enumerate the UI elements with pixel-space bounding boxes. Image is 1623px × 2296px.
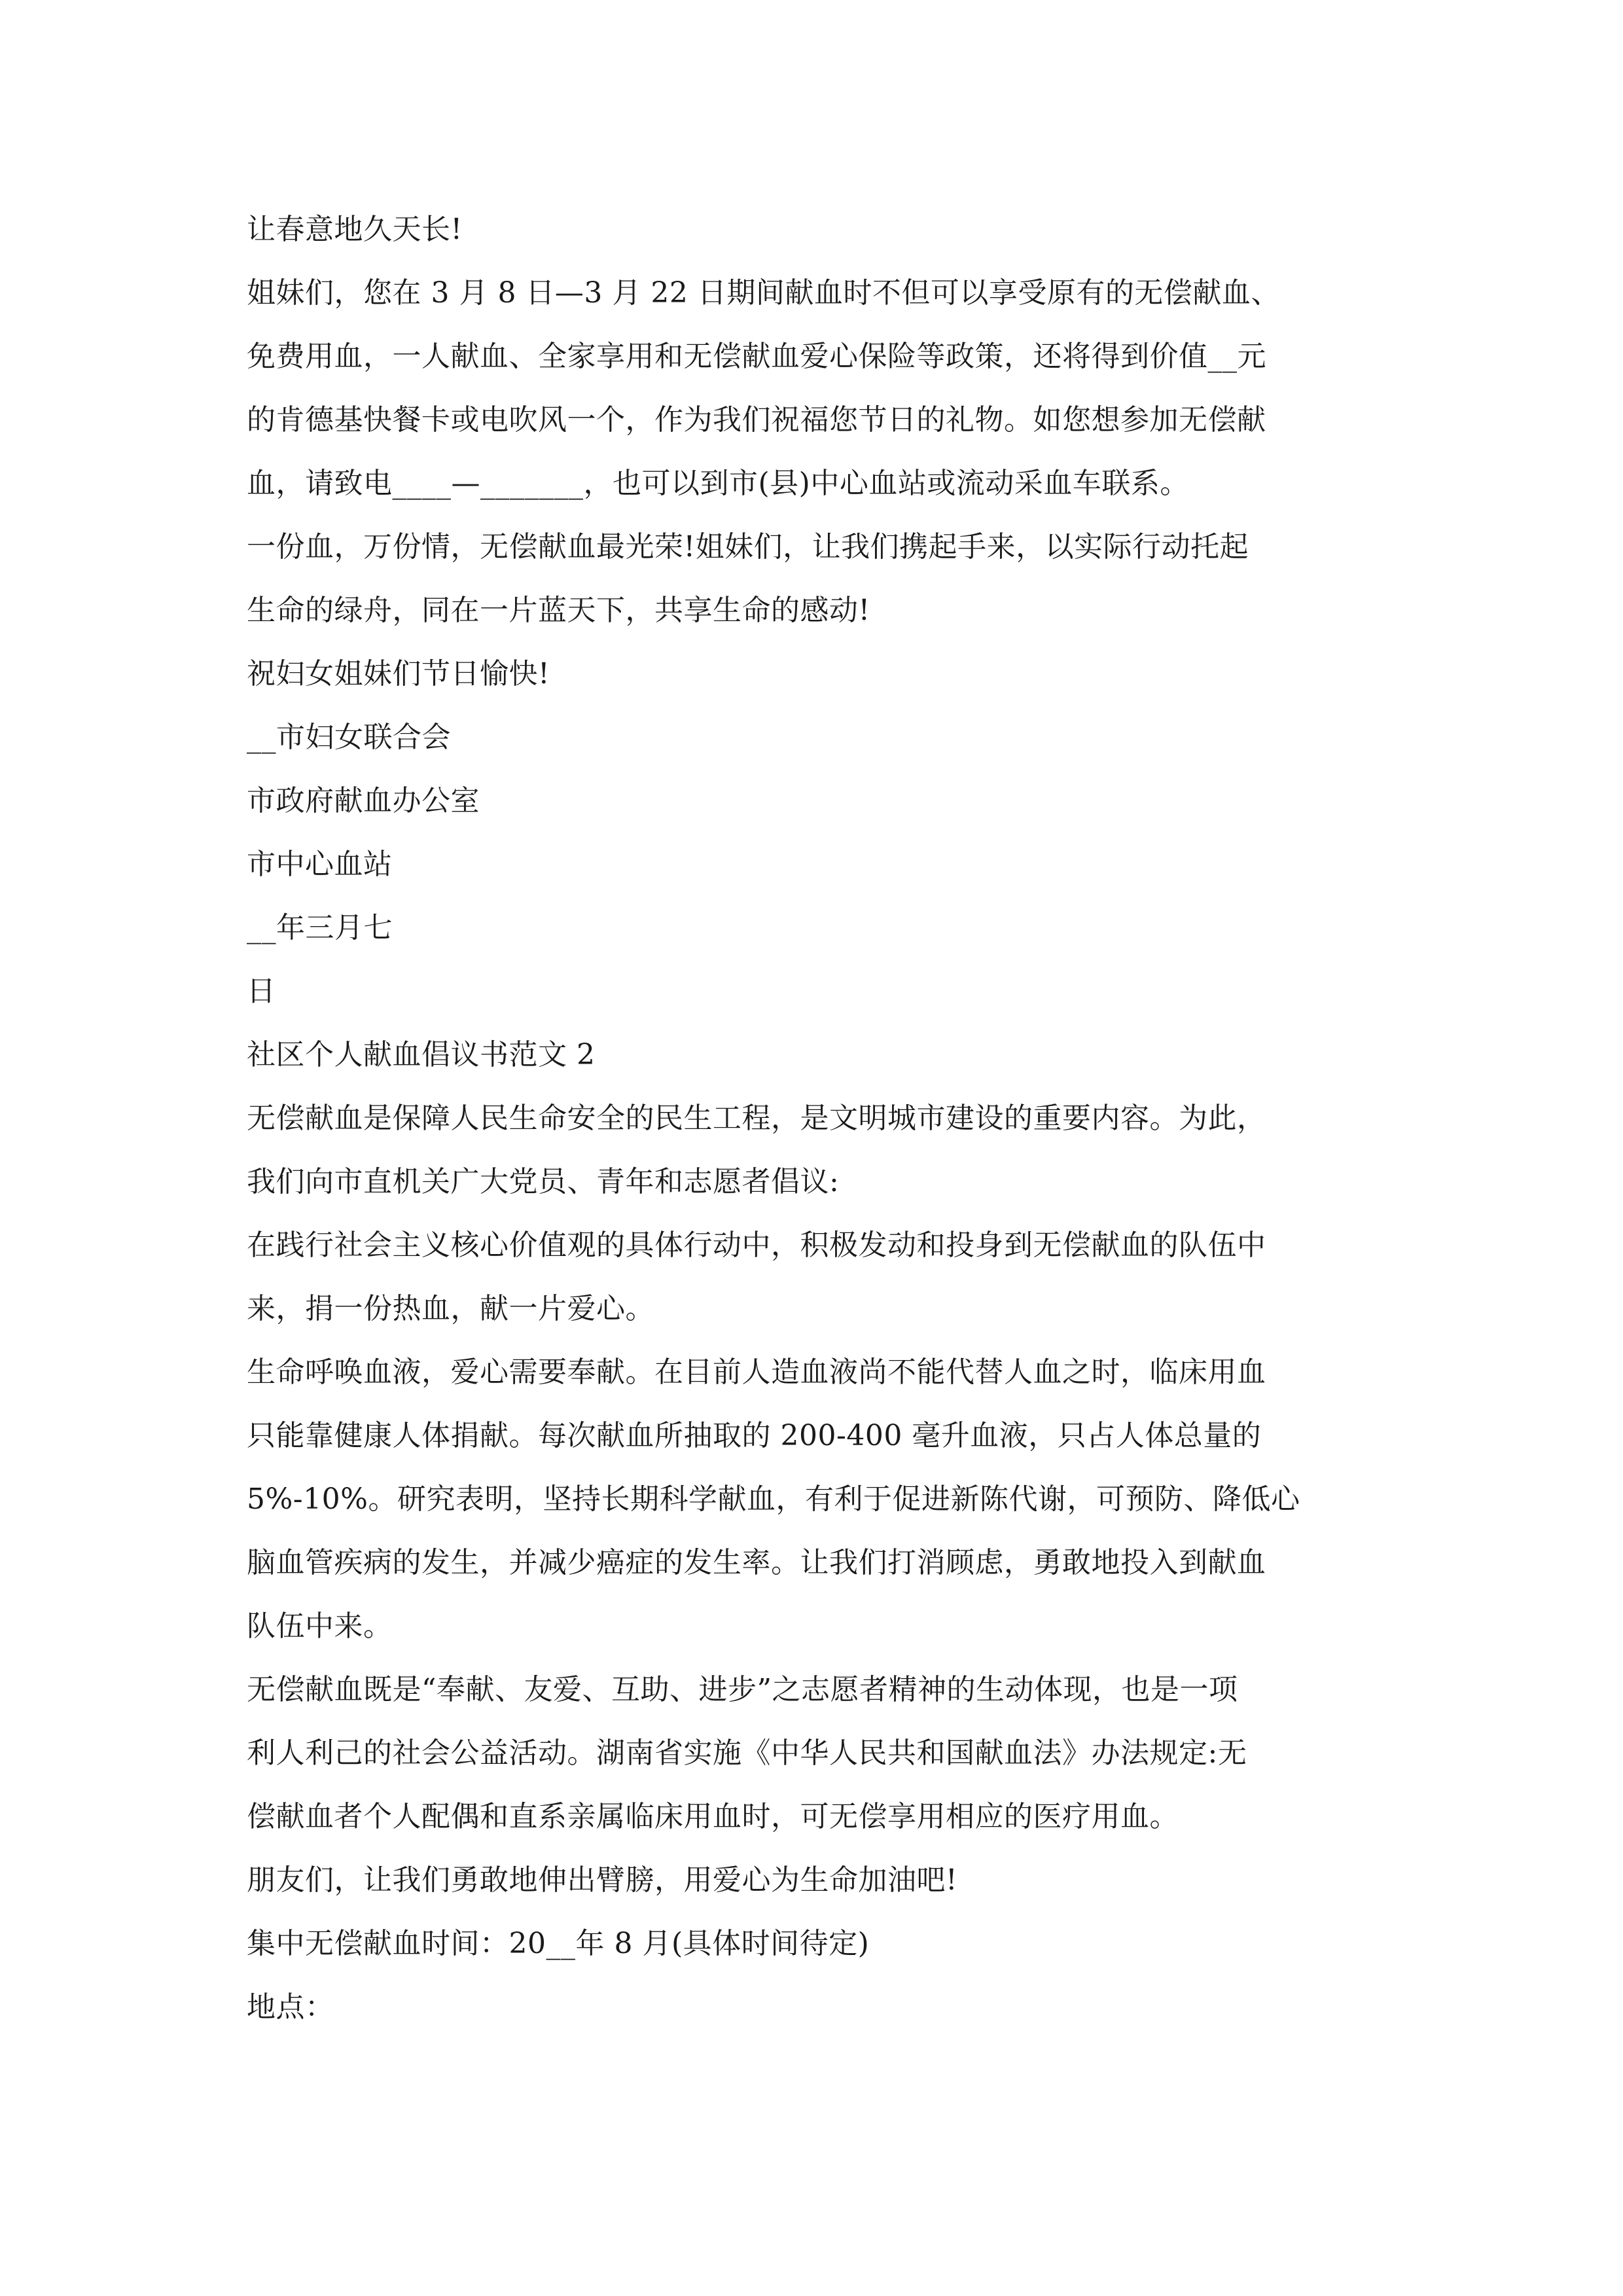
text-line: 队伍中来。 [247,1609,393,1643]
text-line: 血，请致电____—_______，也可以到市(县)中心血站或流动采血车联系。 [247,467,1189,500]
text-line: 朋友们，让我们勇敢地伸出臂膀，用爱心为生命加油吧! [247,1863,958,1897]
text-line: 集中无偿献血时间：20__年 8 月(具体时间待定) [247,1927,870,1960]
signature-line: 市政府献血办公室 [247,784,480,817]
text-line: 生命呼唤血液，爱心需要奉献。在目前人造血液尚不能代替人血之时，临床用血 [247,1355,1266,1389]
text-line: 的肯德基快餐卡或电吹风一个，作为我们祝福您节日的礼物。如您想参加无偿献 [247,403,1266,437]
text-line: 偿献血者个人配偶和直系亲属临床用血时，可无偿享用相应的医疗用血。 [247,1800,1179,1833]
text-line: 祝妇女姐妹们节日愉快! [247,657,550,691]
text-line: 我们向市直机关广大党员、青年和志愿者倡议: [247,1165,840,1198]
text-line: 脑血管疾病的发生，并减少癌症的发生率。让我们打消顾虑，勇敢地投入到献血 [247,1546,1266,1579]
text-line: 生命的绿舟，同在一片蓝天下，共享生命的感动! [247,594,870,627]
text-line: 利人利己的社会公益活动。湖南省实施《中华人民共和国献血法》办法规定:无 [247,1736,1247,1770]
text-line: 5%-10%。研究表明，坚持长期科学献血，有利于促进新陈代谢，可预防、降低心 [247,1482,1300,1516]
text-line: 地点： [247,1990,334,2024]
date-line: __年三月七 [247,911,393,944]
text-line: 只能靠健康人体捐献。每次献血所抽取的 200-400 毫升血液，只占人体总量的 [247,1419,1262,1452]
section-heading: 社区个人献血倡议书范文 2 [247,1038,596,1071]
text-line: 无偿献血是保障人民生命安全的民生工程，是文明城市建设的重要内容。为此， [247,1102,1266,1135]
text-line: 让春意地久天长! [247,213,463,246]
text-line: 无偿献血既是“奉献、友爱、互助、进步”之志愿者精神的生动体现，也是一项 [247,1673,1238,1706]
text-line: 姐妹们，您在 3 月 8 日—3 月 22 日期间献血时不但可以享受原有的无偿献血、 [247,276,1280,310]
text-line: 免费用血，一人献血、全家享用和无偿献血爱心保险等政策，还将得到价值__元 [247,340,1266,373]
date-line: 日 [247,975,276,1008]
text-line: 一份血，万份情，无偿献血最光荣!姐妹们，让我们携起手来，以实际行动托起 [247,530,1249,564]
text-line: 在践行社会主义核心价值观的具体行动中，积极发动和投身到无偿献血的队伍中 [247,1229,1266,1262]
text-line: 来，捐一份热血，献一片爱心。 [247,1292,654,1325]
signature-line: 市中心血站 [247,848,393,881]
signature-line: __市妇女联合会 [247,721,451,754]
